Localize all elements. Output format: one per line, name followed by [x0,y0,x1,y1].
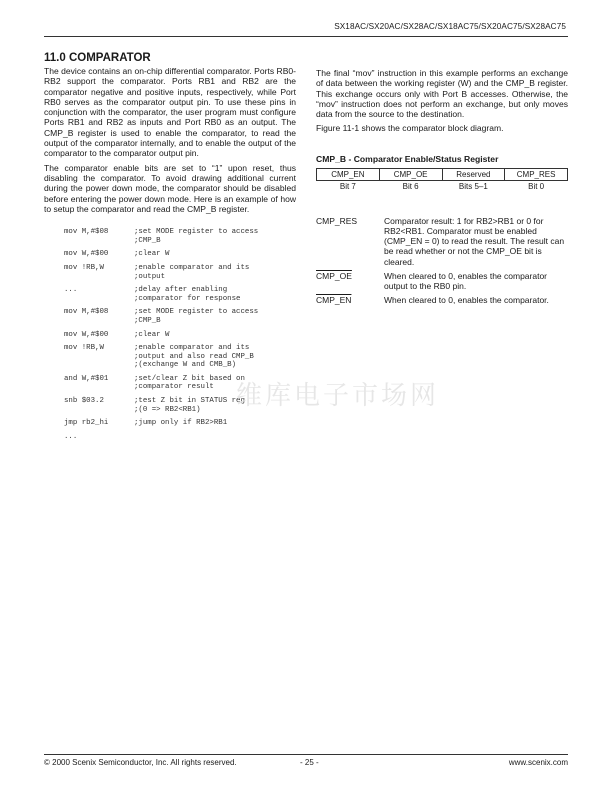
code-line [44,308,296,325]
definition-term: CMP_RES [316,215,358,226]
code-comment [134,331,296,340]
register-bit-name: CMP_RES [505,168,568,180]
register-bit-position: Bit 6 [402,181,419,191]
code-line [44,228,296,245]
code-comment-line: ;(0 => RB2<RB1) [134,405,201,414]
code-comment [134,250,296,259]
code-line [44,286,296,303]
register-bit-position: Bit 7 [339,181,356,191]
paragraph-enable-bits: The comparator enable bits are set to “1” upon reset, thus disabling the comparator. To avoid drawing additional current during the power down mode, the comparator should be disabled before entering the power down mode. Here is an example of how to setup the comparator and read the CMP_B register. [44,162,296,214]
footer-copyright: © 2000 Scenix Semiconductor, Inc. All rights reserved. [44,758,237,767]
code-comment-line: ;clear W [134,330,170,339]
code-comment-line: ;jump only if RB2>RB1 [134,419,228,428]
code-line [44,331,296,340]
definition-item [316,271,568,291]
code-comment [134,308,296,325]
definition-item [316,216,568,267]
register-bit-name: Reserved [442,168,505,180]
watermark: 维库电子市场网 [236,381,440,411]
header-rule [44,36,568,37]
definition-description: Comparator result: 1 for RB2>RB1 or 0 for RB2<RB1. Comparator must be enabled (CMP_EN = 0) to read the result. The result can be read whether or not the CMP_OE bit is cleared. [384,215,565,267]
code-instruction: ... [64,286,78,295]
page-header: SX18AC/SX20AC/SX28AC/SX18AC75/SX20AC75/SX28AC75 [334,22,566,31]
code-instruction: mov M,#$08 [64,308,109,317]
section-title: 11.0 COMPARATOR [44,52,151,64]
code-comment [134,344,296,370]
register-bit-name: CMP_OE [379,168,442,180]
code-instruction: mov !RB,W [64,263,104,272]
code-comment-line: ;enable comparator and its [134,344,250,353]
figure-reference: Figure 11-1 shows the comparator block diagram. [316,123,504,134]
paragraph-mov-exchange: The final “mov” instruction in this example performs an exchange of data between the working register (W) and the CMP_B register. This exchange occurs only with Port B accesses. Otherwise, the “mov” instruction does not perform an exchange, but only moves data from the source to the destination. [316,68,568,120]
definition-description: When cleared to 0, enables the comparator output to the RB0 pin. [384,270,548,291]
bit-definitions [316,216,568,306]
register-bit-name: CMP_EN [317,168,380,180]
right-column [316,68,568,309]
code-instruction: mov !RB,W [64,344,104,353]
code-comment-line: ;set MODE register to access [134,228,259,237]
code-comment-line: ;(exchange W and CMB_B) [134,361,237,370]
code-instruction: mov W,#$00 [64,250,109,259]
code-comment-line: ;test Z bit in STATUS reg [134,397,245,406]
code-instruction: and W,#$01 [64,374,109,383]
code-comment-line: ;delay after enabling [134,286,228,295]
code-comment-line: ;output [134,272,166,281]
code-comment-line: ;clear W [134,250,170,259]
code-comment-line: ;output and also read CMP_B [134,352,254,361]
definition-term: CMP_EN [316,295,352,306]
code-line [44,433,296,442]
code-line [44,344,296,370]
code-instruction: ... [64,432,78,441]
code-line [44,264,296,281]
paragraph-intro: The device contains an on-chip differential comparator. Ports RB0-RB2 support the comparator. Ports RB1 and RB2 are the comparator negative and positive inputs, respectively, while Port RB0 serves as the comparator output pin. To use these pins in conjunction with the comparator, the user program must configure Ports RB1 and RB2 as inputs and Port RB0 as an output. The CMP_B register is used to enable the comparator, to read the output of the comparator internally, and to enable the output of the comparator to the comparator output pin. [44,66,296,159]
register-table [316,168,568,192]
code-instruction: snb $03.2 [64,397,104,406]
code-comment-line: ;set/clear Z bit based on [134,374,245,383]
code-comment-line: ;comparator result [134,383,214,392]
definition-term: CMP_OE [316,270,352,281]
code-comment-line: ;set MODE register to access [134,308,259,317]
definition-description: When cleared to 0, enables the comparator. [384,295,549,306]
code-instruction: jmp rb2_hi [64,419,109,428]
code-comment-line: ;CMP_B [134,316,161,325]
code-comment [134,419,296,428]
code-line [44,250,296,259]
definition-item [316,295,568,305]
register-bit-position: Bit 0 [528,181,545,191]
code-comment [134,228,296,245]
code-comment [134,286,296,303]
code-comment [134,264,296,281]
code-comment-line: ;comparator for response [134,294,241,303]
code-instruction: mov W,#$00 [64,330,109,339]
register-bit-position: Bits 5–1 [458,181,488,191]
footer-page-number: - 25 - [300,758,319,767]
code-comment [134,433,296,442]
code-comment-line: ;enable comparator and its [134,263,250,272]
register-title: CMP_B - Comparator Enable/Status Register [316,153,499,164]
code-instruction: mov M,#$08 [64,228,109,237]
code-comment-line: ;CMP_B [134,236,161,245]
footer-rule [44,754,568,755]
footer-url: www.scenix.com [508,758,568,767]
code-line [44,419,296,428]
